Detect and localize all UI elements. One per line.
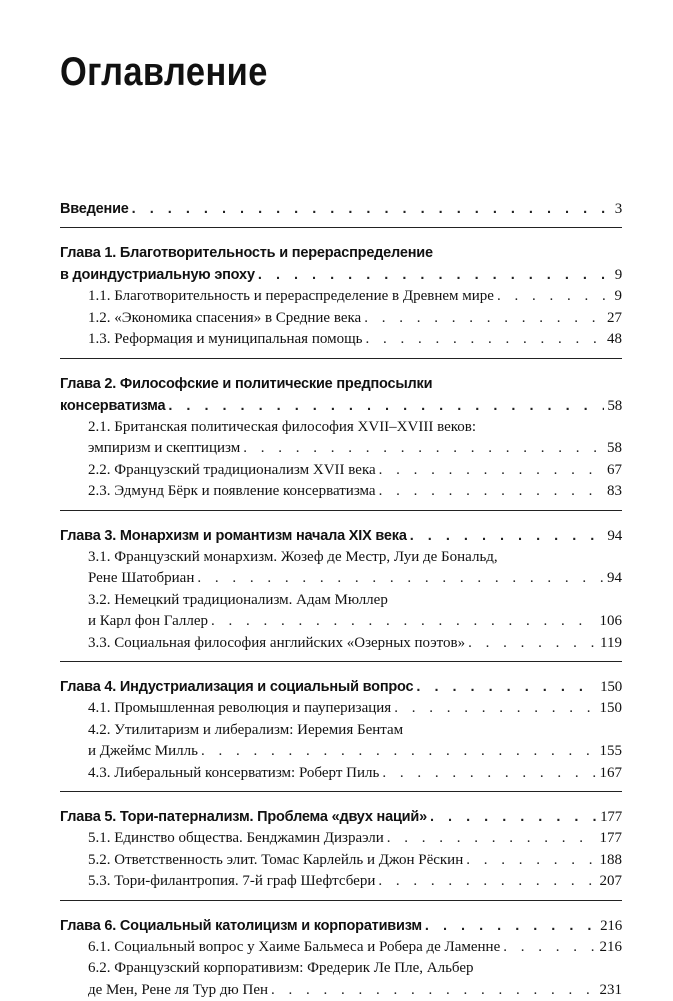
section-6-1-title: 6.1. Социальный вопрос у Хаиме Бальмеса и Робера де Ламенне <box>88 937 500 959</box>
section-5-3-title: 5.3. Тори-филантропия. 7-й граф Шефтсбери <box>88 871 375 893</box>
section-6-2-page: 231 <box>600 980 623 1001</box>
chapter-3-title: Глава 3. Монархизм и романтизм начала XIX века <box>60 525 407 547</box>
section-3-1[interactable] <box>88 568 622 590</box>
section-2-1-title-line1[interactable]: 2.1. Британская политическая философия XVII–XVIII веков: <box>88 417 622 439</box>
section-1-1-title: 1.1. Благотворительность и перераспределение в Древнем мире <box>88 286 494 308</box>
section-1-1[interactable] <box>88 286 622 308</box>
section-4-1-title: 4.1. Промышленная революция и пауперизация <box>88 698 391 720</box>
dot-leader <box>201 741 597 763</box>
chapter-6-page-number: 216 <box>600 915 622 937</box>
chapter-5-title: Глава 5. Тори-патернализм. Проблема «двух наций» <box>60 806 427 828</box>
section-3-2-page: 106 <box>600 611 623 633</box>
dot-leader <box>387 828 597 850</box>
dot-leader <box>379 481 604 503</box>
chapter-2-title-line2: консерватизма <box>60 395 165 417</box>
section-1-3-page: 48 <box>607 329 622 351</box>
section-2-1-title-line2: эмпиризм и скептицизм <box>88 438 240 460</box>
chapter-2-title-line1[interactable]: Глава 2. Философские и политические предпосылки <box>60 373 622 395</box>
section-1-3-title: 1.3. Реформация и муниципальная помощь <box>88 329 362 351</box>
section-2-1[interactable] <box>88 438 622 460</box>
section-4-3-title: 4.3. Либеральный консерватизм: Роберт Пиль <box>88 763 379 785</box>
divider <box>60 900 622 901</box>
section-3-2[interactable] <box>88 611 622 633</box>
section-3-1-page: 94 <box>607 568 622 590</box>
divider <box>60 358 622 359</box>
section-4-2-title-line1[interactable]: 4.2. Утилитаризм и либерализм: Иеремия Бентам <box>88 720 622 742</box>
chapter-3-title-entry[interactable] <box>60 525 622 547</box>
section-3-2-title-line1[interactable]: 3.2. Немецкий традиционализм. Адам Мюллер <box>88 590 622 612</box>
chapter-2 <box>60 373 622 511</box>
section-2-3[interactable] <box>88 481 622 503</box>
dot-leader <box>378 871 596 893</box>
section-6-2-title-line2: де Мен, Рене ля Тур дю Пен <box>88 980 268 1001</box>
section-3-3-title: 3.3. Социальная философия английских «Озерных поэтов» <box>88 633 465 655</box>
section-5-1-page: 177 <box>600 828 623 850</box>
chapter-5-sections <box>88 828 622 893</box>
chapter-6-title: Глава 6. Социальный католицизм и корпоративизм <box>60 915 422 937</box>
dot-leader <box>132 198 612 220</box>
chapter-1-title-entry[interactable] <box>60 264 622 286</box>
dot-leader <box>416 676 597 698</box>
chapter-6 <box>60 915 622 1001</box>
chapter-3 <box>60 525 622 663</box>
dot-leader <box>503 937 596 959</box>
dot-leader <box>271 980 596 1001</box>
chapter-4-title-entry[interactable] <box>60 676 622 698</box>
chapter-1-title-line1[interactable]: Глава 1. Благотворительность и перераспределение <box>60 242 622 264</box>
section-1-1-page: 9 <box>615 286 623 308</box>
dot-leader <box>497 286 612 308</box>
toc-entry-intro[interactable] <box>60 198 622 220</box>
section-5-1[interactable] <box>88 828 622 850</box>
dot-leader <box>466 850 596 872</box>
section-2-1-page: 58 <box>607 438 622 460</box>
section-3-3-page: 119 <box>600 633 622 655</box>
section-5-2-page: 188 <box>600 850 623 872</box>
section-3-1-title-line1[interactable]: 3.1. Французский монархизм. Жозеф де Местр, Луи де Бональд, <box>88 547 622 569</box>
divider <box>60 227 622 228</box>
divider <box>60 661 622 662</box>
section-5-3-page: 207 <box>600 871 623 893</box>
section-4-1[interactable] <box>88 698 622 720</box>
section-6-2-title-line1[interactable]: 6.2. Французский корпоративизм: Фредерик Ле Пле, Альбер <box>88 958 622 980</box>
section-4-2[interactable] <box>88 741 622 763</box>
section-2-2-title: 2.2. Французский традиционализм XVII века <box>88 460 376 482</box>
divider <box>60 791 622 792</box>
divider <box>60 510 622 511</box>
chapter-6-title-entry[interactable] <box>60 915 622 937</box>
chapter-6-sections <box>88 937 622 1001</box>
section-4-3[interactable] <box>88 763 622 785</box>
section-5-2[interactable] <box>88 850 622 872</box>
section-6-2[interactable] <box>88 980 622 1001</box>
section-4-2-page: 155 <box>600 741 623 763</box>
section-1-2-title: 1.2. «Экономика спасения» в Средние века <box>88 308 361 330</box>
chapter-4 <box>60 676 622 792</box>
dot-leader <box>258 264 612 286</box>
chapter-2-sections <box>88 417 622 503</box>
section-3-1-title-line2: Рене Шатобриан <box>88 568 194 590</box>
section-1-3[interactable] <box>88 329 622 351</box>
chapter-1-sections <box>88 286 622 351</box>
section-2-3-page: 83 <box>607 481 622 503</box>
dot-leader <box>430 806 597 828</box>
dot-leader <box>168 395 604 417</box>
chapter-1 <box>60 242 622 359</box>
chapter-2-title-entry[interactable] <box>60 395 622 417</box>
intro-label: Введение <box>60 198 129 220</box>
dot-leader <box>243 438 604 460</box>
dot-leader <box>394 698 596 720</box>
page-title: Оглавление <box>60 50 268 95</box>
chapter-3-sections <box>88 547 622 655</box>
dot-leader <box>382 763 596 785</box>
section-6-1-page: 216 <box>600 937 623 959</box>
section-5-3[interactable] <box>88 871 622 893</box>
section-2-2-page: 67 <box>607 460 622 482</box>
dot-leader <box>425 915 597 937</box>
dot-leader <box>211 611 597 633</box>
dot-leader <box>364 308 604 330</box>
chapter-5 <box>60 806 622 901</box>
section-4-1-page: 150 <box>600 698 623 720</box>
dot-leader <box>410 525 605 547</box>
chapter-4-title: Глава 4. Индустриализация и социальный вопрос <box>60 676 413 698</box>
section-3-3[interactable] <box>88 633 622 655</box>
dot-leader <box>468 633 597 655</box>
section-4-2-title-line2: и Джеймс Милль <box>88 741 198 763</box>
chapter-1-title-line2: в доиндустриальную эпоху <box>60 264 255 286</box>
section-2-2[interactable] <box>88 460 622 482</box>
chapter-4-page-number: 150 <box>600 676 622 698</box>
chapter-5-title-entry[interactable] <box>60 806 622 828</box>
section-2-3-title: 2.3. Эдмунд Бёрк и появление консерватизма <box>88 481 376 503</box>
chapter-3-page-number: 94 <box>607 525 622 547</box>
section-5-2-title: 5.2. Ответственность элит. Томас Карлейль и Джон Рёскин <box>88 850 463 872</box>
section-3-2-title-line2: и Карл фон Галлер <box>88 611 208 633</box>
dot-leader <box>197 568 604 590</box>
section-4-3-page: 167 <box>600 763 623 785</box>
chapter-5-page-number: 177 <box>600 806 622 828</box>
dot-leader <box>365 329 604 351</box>
section-1-2[interactable] <box>88 308 622 330</box>
section-1-2-page: 27 <box>607 308 622 330</box>
chapter-2-page-number: 58 <box>607 395 622 417</box>
section-5-1-title: 5.1. Единство общества. Бенджамин Дизраэли <box>88 828 384 850</box>
intro-page-number: 3 <box>615 198 622 220</box>
chapter-4-sections <box>88 698 622 784</box>
section-6-1[interactable] <box>88 937 622 959</box>
chapter-1-page-number: 9 <box>615 264 622 286</box>
table-of-contents <box>60 198 622 1001</box>
dot-leader <box>379 460 604 482</box>
